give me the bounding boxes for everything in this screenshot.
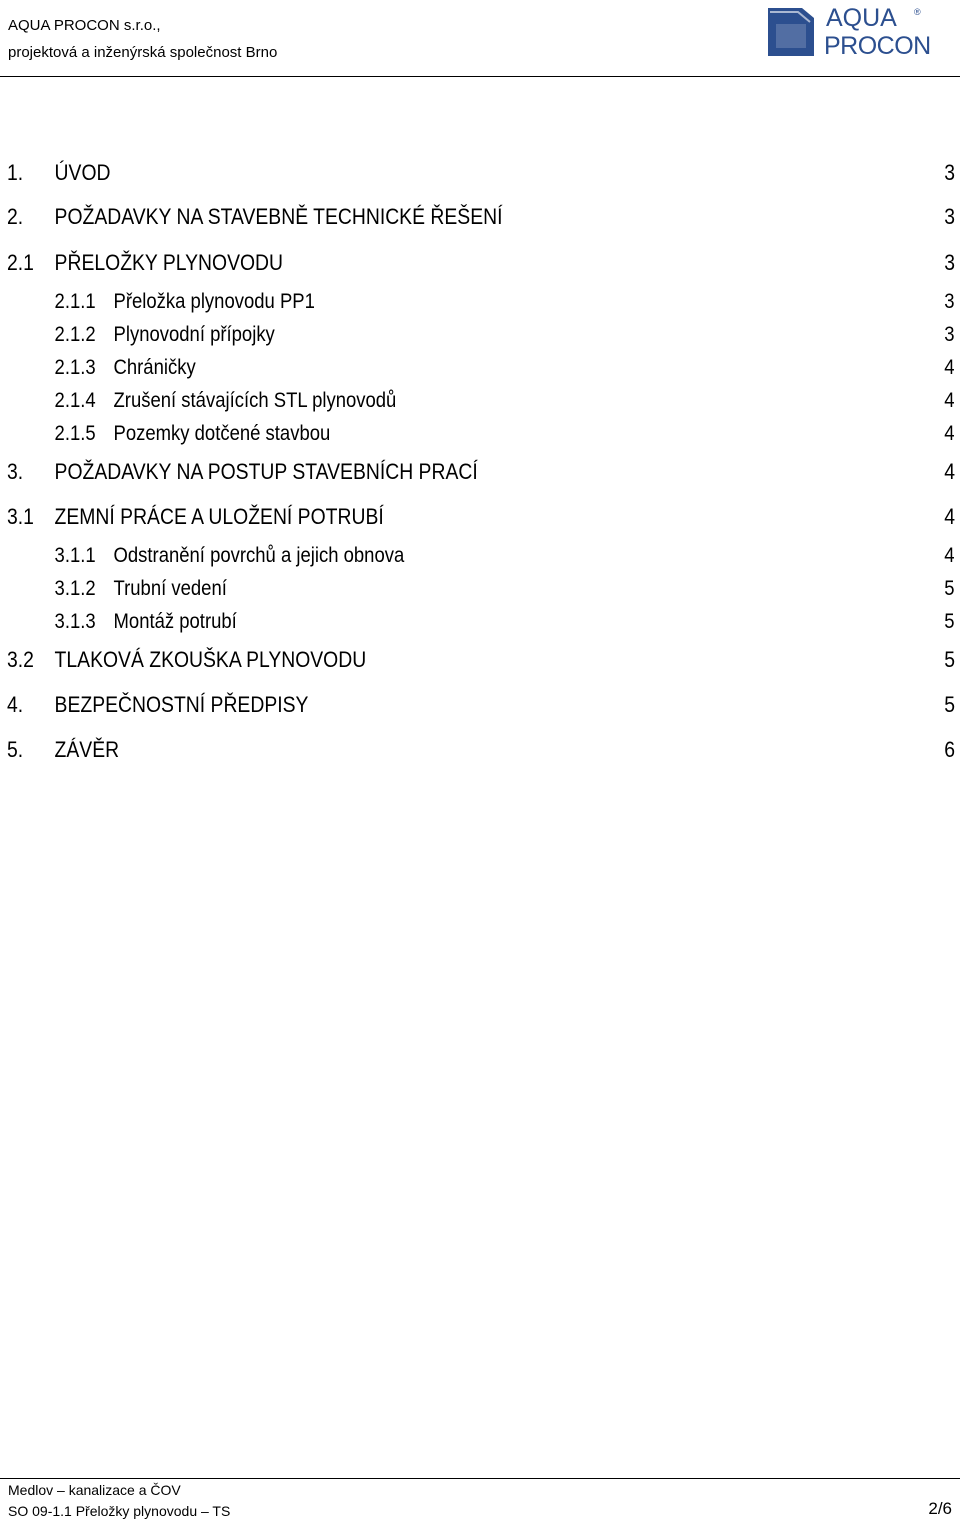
toc-page: 4	[944, 389, 955, 412]
logo-text-top: AQUA	[826, 4, 897, 32]
toc-page: 4	[944, 544, 955, 567]
toc-number: 2.1.5	[54, 422, 96, 445]
toc-entry[interactable]	[0, 646, 956, 674]
toc-number: 3.1	[7, 504, 34, 529]
toc-entry[interactable]	[0, 203, 956, 231]
toc-entry[interactable]	[0, 387, 955, 415]
company-description: projektová a inženýrská společnost Brno	[8, 44, 278, 61]
toc-title: Trubní vedení	[113, 577, 227, 600]
footer-divider	[0, 1478, 960, 1479]
toc-page: 6	[944, 737, 956, 762]
toc-number: 2.	[7, 204, 24, 229]
company-info	[8, 12, 277, 66]
toc-page: 4	[944, 356, 955, 379]
toc-entry[interactable]	[0, 542, 955, 570]
toc-title: ZÁVĚR	[54, 737, 120, 762]
logo-registered: ®	[914, 7, 921, 17]
toc-number: 5.	[7, 737, 24, 762]
toc-title: POŽADAVKY NA POSTUP STAVEBNÍCH PRACÍ	[54, 459, 478, 484]
toc-entry[interactable]	[0, 249, 956, 277]
footer-project: Medlov – kanalizace a ČOV	[8, 1482, 181, 1498]
toc-title: Odstranění povrchů a jejich obnova	[113, 544, 405, 567]
toc-title: TLAKOVÁ ZKOUŠKA PLYNOVODU	[54, 647, 367, 672]
toc-number: 2.1.1	[54, 290, 96, 313]
toc-page: 4	[944, 459, 956, 484]
toc-title: Pozemky dotčené stavbou	[113, 422, 331, 445]
toc-page: 3	[944, 323, 955, 346]
toc-page: 3	[944, 204, 956, 229]
toc-page: 3	[944, 160, 956, 185]
toc-entry[interactable]	[0, 691, 956, 719]
company-name: AQUA PROCON s.r.o.,	[8, 17, 161, 34]
toc-page: 5	[944, 692, 956, 717]
toc-title: Přeložka plynovodu PP1	[113, 290, 315, 313]
aqua-procon-logo	[766, 4, 958, 60]
toc-page: 4	[944, 504, 956, 529]
toc-number: 2.1.2	[54, 323, 96, 346]
toc-title: ZEMNÍ PRÁCE A ULOŽENÍ POTRUBÍ	[54, 504, 384, 529]
toc-title: Zrušení stávajících STL plynovodů	[113, 389, 397, 412]
toc-number: 3.1.3	[54, 610, 96, 633]
toc-number: 4.	[7, 692, 24, 717]
toc-title: POŽADAVKY NA STAVEBNĚ TECHNICKÉ ŘEŠENÍ	[54, 204, 503, 229]
toc-number: 3.1.2	[54, 577, 96, 600]
toc-page: 3	[944, 290, 955, 313]
toc-title: Montáž potrubí	[113, 610, 237, 633]
toc-title: BEZPEČNOSTNÍ PŘEDPISY	[54, 692, 309, 717]
toc-entry[interactable]	[0, 288, 955, 316]
toc-entry[interactable]	[0, 575, 955, 603]
toc-page: 3	[944, 250, 956, 275]
toc-page: 5	[944, 610, 955, 633]
toc-number: 2.1.3	[54, 356, 96, 379]
toc-number: 3.	[7, 459, 24, 484]
toc-title: ÚVOD	[54, 160, 111, 185]
footer-document: SO 09-1.1 Přeložky plynovodu – TS	[8, 1503, 231, 1519]
toc-number: 3.1.1	[54, 544, 96, 567]
toc-title: Chráničky	[113, 356, 196, 379]
toc-title: PŘELOŽKY PLYNOVODU	[54, 250, 284, 275]
logo-text-bottom: PROCON	[824, 32, 931, 60]
toc-entry[interactable]	[0, 503, 956, 531]
toc-page: 5	[944, 577, 955, 600]
toc-page: 4	[944, 422, 955, 445]
toc-entry[interactable]	[0, 354, 955, 382]
toc-entry[interactable]	[0, 736, 956, 764]
header-divider	[0, 76, 960, 77]
toc-entry[interactable]	[0, 458, 956, 486]
toc-entry[interactable]	[0, 420, 955, 448]
toc-number: 2.1	[7, 250, 34, 275]
page-header	[0, 0, 960, 80]
toc-entry[interactable]	[0, 159, 956, 187]
toc-number: 1.	[7, 160, 24, 185]
footer-page-number: 2/6	[928, 1499, 952, 1518]
toc-number: 2.1.4	[54, 389, 96, 412]
toc-title: Plynovodní přípojky	[113, 323, 275, 346]
toc-number: 3.2	[7, 647, 34, 672]
toc-page: 5	[944, 647, 956, 672]
toc-entry[interactable]	[0, 608, 955, 636]
toc-entry[interactable]	[0, 321, 955, 349]
